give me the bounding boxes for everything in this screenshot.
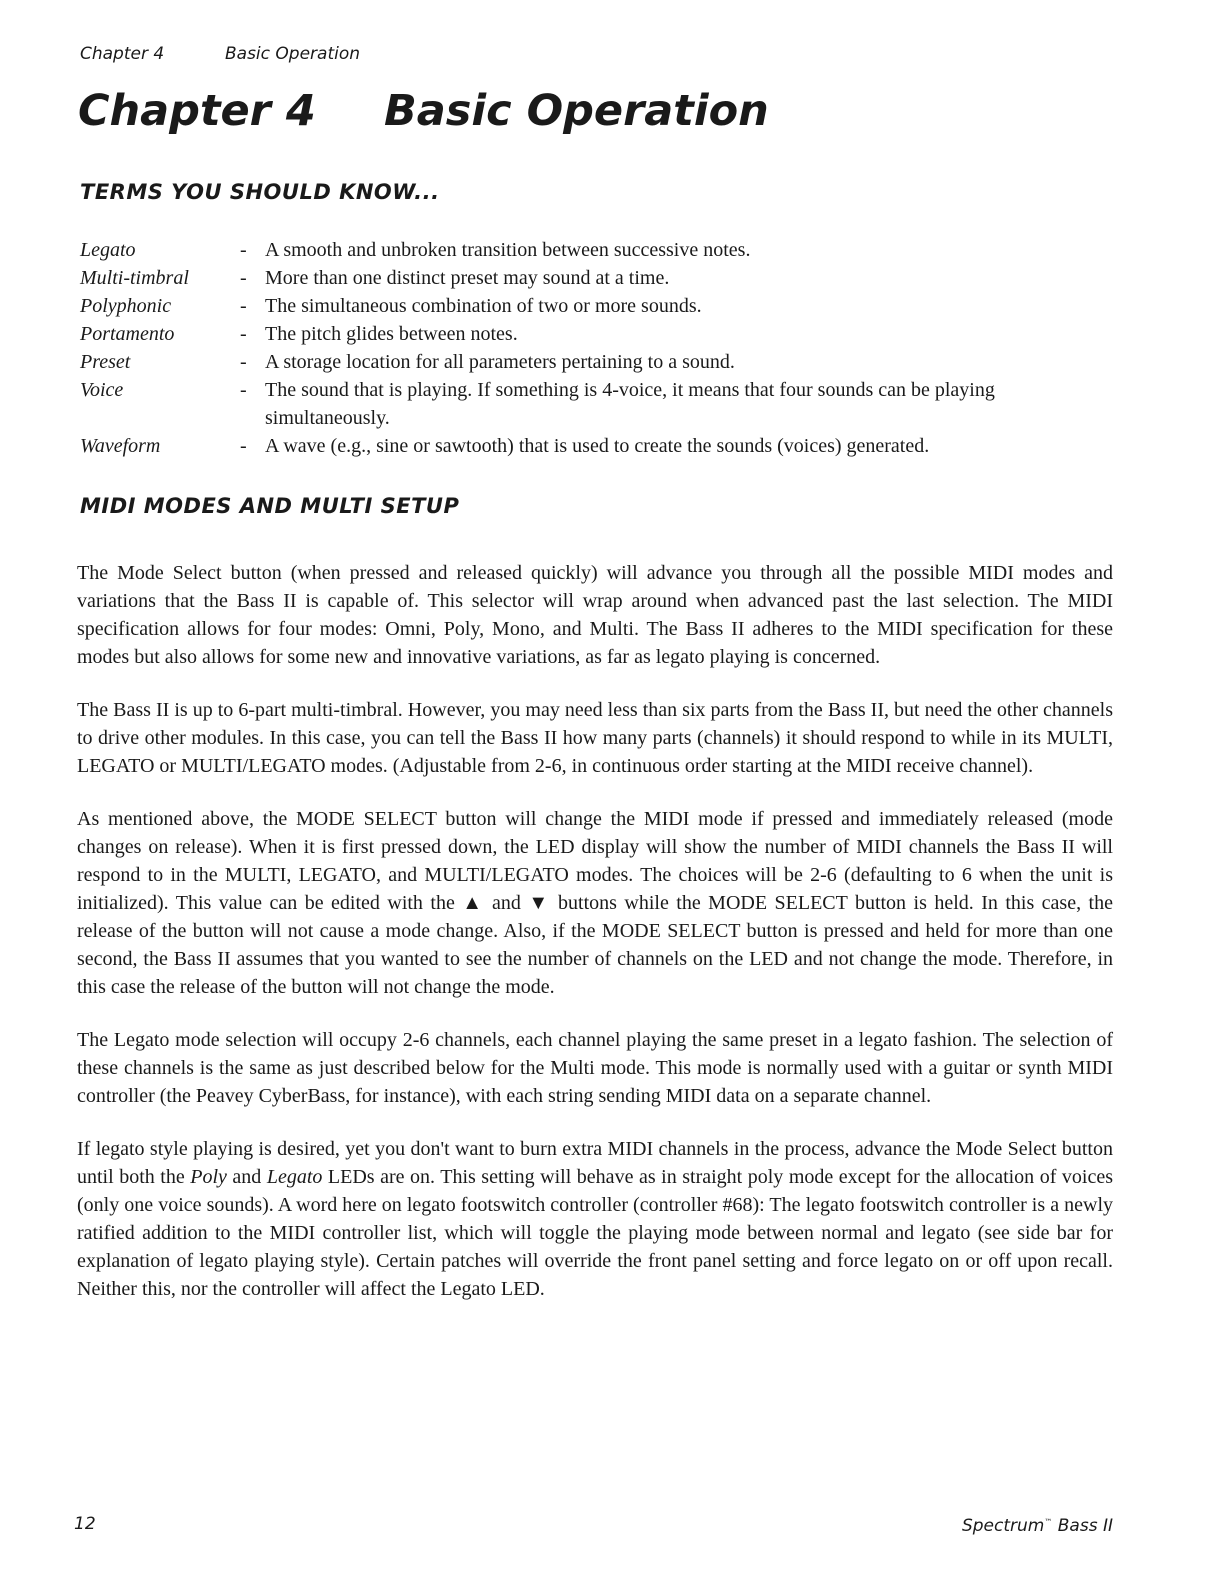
footer-product: Spectrum <box>961 1516 1045 1536</box>
paragraph: The Bass II is up to 6-part multi-timbral. However, you may need less than six parts from the Bass II, but need the other channels to drive other modules. In this case, you can tell the Bass II how many parts (channels) it should respond to while in its MULTI, LEGATO or MULTI/LEGATO modes. (Adjustable from 2-6, in continuous order starting at the MIDI receive channel). <box>77 699 1113 777</box>
term-definition: The sound that is playing. If something is 4-voice, it means that four sounds can be playing simultaneously. <box>265 379 995 429</box>
paragraph <box>77 1135 1113 1303</box>
midi-modes-heading: MIDI MODES AND MULTI SETUP <box>80 494 460 518</box>
term-label: Preset <box>80 351 131 373</box>
term-item <box>80 292 1120 320</box>
term-definition: A storage location for all parameters pertaining to a sound. <box>265 351 735 373</box>
chapter-title <box>78 86 769 136</box>
poly-led-label: Poly <box>190 1166 227 1188</box>
page-number: 12 <box>74 1514 96 1534</box>
terms-list <box>80 236 1120 460</box>
term-item <box>80 236 1120 264</box>
chapter-number: Chapter 4 <box>78 86 316 136</box>
term-item <box>80 320 1120 348</box>
legato-led-label: Legato <box>266 1166 323 1188</box>
term-definition: The pitch glides between notes. <box>265 323 518 345</box>
term-label: Voice <box>80 379 124 401</box>
term-dash: - <box>240 239 247 261</box>
trademark-symbol: ™ <box>1044 1517 1053 1527</box>
term-dash: - <box>240 435 247 457</box>
paragraph-text: If legato style playing is desired, yet you don't want to burn extra MIDI channels in the process, advance the Mode Select button until both the <box>77 1138 1113 1188</box>
footer-model: Bass II <box>1052 1516 1113 1536</box>
term-label: Portamento <box>80 323 175 345</box>
running-header <box>80 44 361 64</box>
term-definition: A wave (e.g., sine or sawtooth) that is used to create the sounds (voices) generated. <box>265 435 930 457</box>
term-definition: A smooth and unbroken transition between successive notes. <box>265 239 751 261</box>
term-item <box>80 348 1120 376</box>
paragraph: The Legato mode selection will occupy 2-6 channels, each channel playing the same preset in a legato fashion. The selection of these channels is the same as just described below for the Multi mode. This mode is normally used with a guitar or synth MIDI controller (the Peavey CyberBass, for instance), with each string sending MIDI data on a separate channel. <box>77 1029 1113 1107</box>
term-definition: The simultaneous combination of two or more sounds. <box>265 295 702 317</box>
term-label: Polyphonic <box>80 295 172 317</box>
term-item <box>80 264 1120 292</box>
term-dash: - <box>240 351 247 373</box>
paragraph-text: LEDs are on. This setting will behave as in straight poly mode except for the allocation of voices (only one voice sounds). A word here on legato footswitch controller (controller #68): The legato footswitch controller is a newly ratified addition to the MIDI controller list, which will toggle the playing mode between normal and legato (see side bar for explanation of legato playing style). Certain patches will override the front panel setting and force legato on or off upon recall. Neither this, nor the controller will affect the Legato LED. <box>77 1166 1113 1300</box>
term-label: Waveform <box>80 435 161 457</box>
chapter-name: Basic Operation <box>384 86 769 136</box>
footer-product-title <box>962 1516 1113 1536</box>
running-header-chapter: Chapter 4 <box>80 44 165 64</box>
term-dash: - <box>240 267 247 289</box>
running-header-section: Basic Operation <box>225 44 361 64</box>
term-definition: More than one distinct preset may sound at a time. <box>265 267 670 289</box>
term-dash: - <box>240 295 247 317</box>
term-item <box>80 376 1120 432</box>
term-item <box>80 432 1120 460</box>
paragraph-text: and <box>226 1166 267 1188</box>
paragraph: As mentioned above, the MODE SELECT button will change the MIDI mode if pressed and immediately released (mode changes on release). When it is first pressed down, the LED display will show the number of MIDI channels the Bass II will respond to in the MULTI, LEGATO, and MULTI/LEGATO modes. The choices will be 2-6 (defaulting to 6 when the unit is initialized). This value can be edited with the ▲ and ▼ buttons while the MODE SELECT button is held. In this case, the release of the button will not cause a mode change. Also, if the MODE SELECT button is pressed and held for more than one second, the Bass II assumes that you wanted to see the number of channels on the LED and not change the mode. Therefore, in this case the release of the button will not change the mode. <box>77 808 1113 998</box>
term-dash: - <box>240 379 247 401</box>
term-label: Multi-timbral <box>80 267 189 289</box>
body-text <box>77 559 1113 1328</box>
terms-heading: TERMS YOU SHOULD KNOW... <box>80 180 440 204</box>
paragraph: The Mode Select button (when pressed and released quickly) will advance you through all the possible MIDI modes and variations that the Bass II is capable of. This selector will wrap around when advanced past the last selection. The MIDI specification allows for four modes: Omni, Poly, Mono, and Multi. The Bass II adheres to the MIDI specification for these modes but also allows for some new and innovative variations, as far as legato playing is concerned. <box>77 562 1113 668</box>
term-label: Legato <box>80 239 136 261</box>
term-dash: - <box>240 323 247 345</box>
